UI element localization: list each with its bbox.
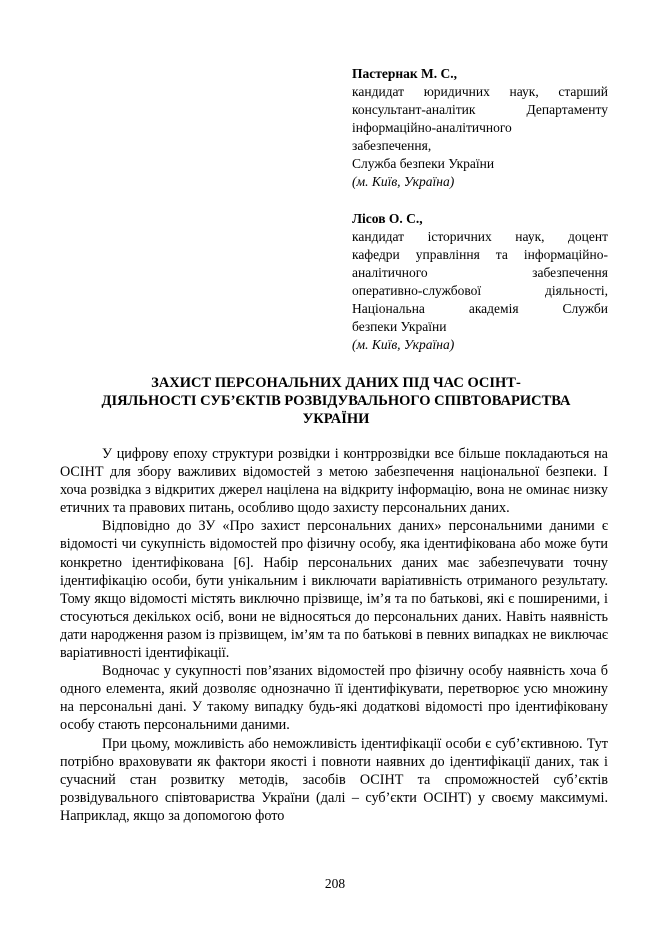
author-affiliation-line: безпеки України [352,319,447,334]
body-paragraph: При цьому, можливість або неможливість ідентифікації особи є суб’єктивною. Тут потрібно враховувати як фактори якості і повноти наявних до ідентифікації даних, так і сучасний стан розвитку методів, засобів ОСІНТ та спроможностей суб’єктів розвідувального співтовариства України (далі – суб’єкти ОСІНТ) у своєму максимумі. Наприклад, якщо за допомогою фото [60,735,608,824]
author-affiliation-line: кандидат історичних наук, доцент [352,229,608,244]
page-number: 208 [324,876,346,891]
body-paragraph: Водночас у сукупності пов’язаних відомостей про фізичну особу наявність хоча б одного елемента, який дозволяє однозначно її ідентифікувати, перетворює усю множину на персональні дані. У такому випадку будь-які додаткові відомості про ідентифіковану особу стають персональними даними. [60,663,608,734]
body-paragraph: У цифрову епоху структури розвідки і контррозвідки все більше покладаються на ОСІНТ для збору важливих відомостей з метою забезпечення національної безпеки. І хоча розвідка з відкритих джерел націлена на відкриту інформацію, вона не оминає низку етичних та правових питань, особливо щодо захисту персональних даних. [60,446,608,517]
author-location: (м. Київ, Україна) [352,174,455,189]
author-affiliation-line: інформаційно-аналітичного [352,120,512,135]
author-affiliation-line: Національна академія Служби [352,301,608,316]
author-affiliation-line: Служба безпеки України [352,156,495,171]
author-location: (м. Київ, Україна) [352,337,455,352]
author-affiliation-line: кафедри управління та інформаційно- [352,247,608,262]
author-block-lisov [352,210,608,354]
title-line: ЗАХИСТ ПЕРСОНАЛЬНИХ ДАНИХ ПІД ЧАС ОСІНТ- [151,375,521,391]
article-body [60,445,608,825]
author-affiliation-line: забезпечення, [352,138,432,153]
author-affiliation-line: кандидат юридичних наук, старший [352,84,608,99]
author-affiliation-line: оперативно-службової діяльності, [352,283,608,298]
body-paragraph: Відповідно до ЗУ «Про захист персональних даних» персональними даними є відомості чи сукупність відомостей про фізичну особу, яка ідентифікована або може бути конкретно ідентифікована [6]. Набір персональних даних має забезпечувати точну ідентифікацію особи, бути унікальним і виключати варіативність отриманого результату. Тому якщо відомості містять виключно прізвище, ім’я та по батькові, які є поширеними, і стосуються декількох осіб, вони не відносяться до персональних даних. Навіть наявність дати народження разом із прізвищем, ім’ям та по батькові в певних випадках не виключає варіативності ідентифікації. [60,518,608,662]
article-title [60,374,612,428]
author-block-pasternak [352,65,608,191]
author-name: Лісов О. С., [352,211,423,226]
author-affiliation-line: консультант-аналітик Департаменту [352,102,608,117]
author-name: Пастернак М. С., [352,66,458,81]
author-affiliation-line: аналітичного забезпечення [352,265,608,280]
title-line: УКРАЇНИ [302,411,370,427]
title-line: ДІЯЛЬНОСТІ СУБ’ЄКТІВ РОЗВІДУВАЛЬНОГО СПІВТОВАРИСТВА [101,393,571,409]
